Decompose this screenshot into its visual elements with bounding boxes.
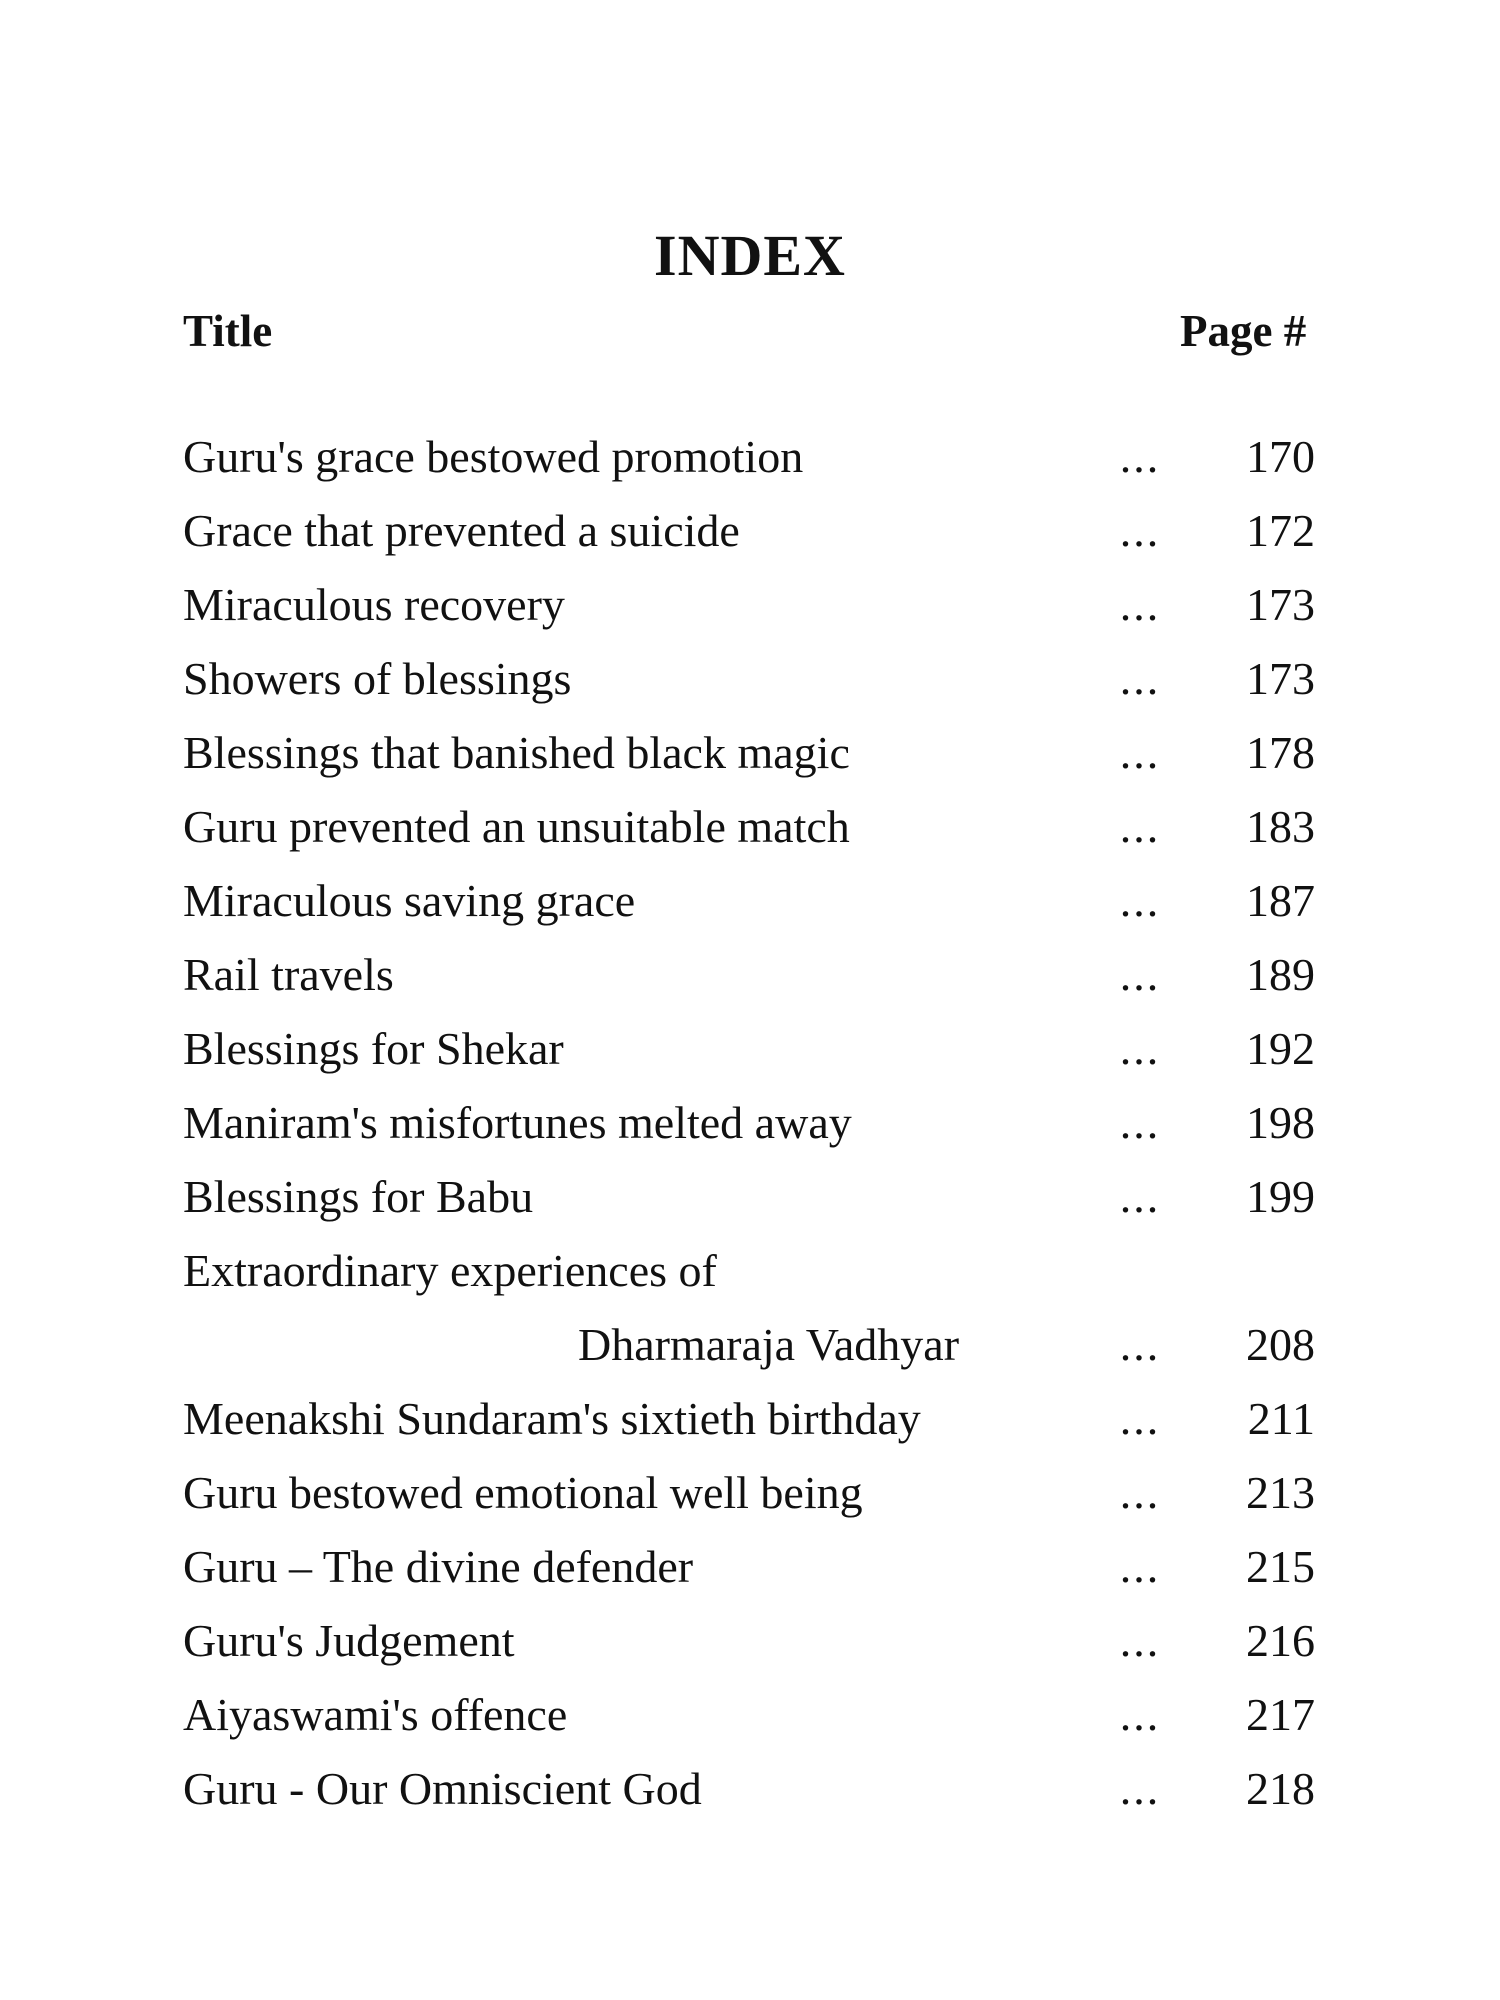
entry-leader: ... bbox=[1119, 1097, 1161, 1148]
entry-leader: ... bbox=[1119, 653, 1161, 704]
entry-leader: ... bbox=[1119, 505, 1161, 556]
index-list bbox=[0, 420, 1500, 1826]
entry-title: Guru - Our Omniscient God bbox=[183, 1763, 702, 1814]
entry-leader: ... bbox=[1119, 1171, 1161, 1222]
index-entry bbox=[0, 1160, 1500, 1234]
entry-title: Miraculous saving grace bbox=[183, 875, 636, 926]
entry-page-number: 211 bbox=[1247, 1393, 1315, 1444]
entry-page-number: 170 bbox=[1246, 431, 1315, 482]
column-header-title: Title bbox=[183, 306, 273, 356]
entry-title: Guru's Judgement bbox=[183, 1615, 515, 1666]
entry-leader: ... bbox=[1119, 1023, 1161, 1074]
entry-title-continuation: Dharmaraja Vadhyar bbox=[578, 1319, 960, 1370]
entry-leader: ... bbox=[1119, 949, 1161, 1000]
index-entry-two-line bbox=[0, 1234, 1500, 1382]
index-entry bbox=[0, 420, 1500, 494]
entry-leader: ... bbox=[1119, 1319, 1161, 1370]
entry-page-number: 187 bbox=[1246, 875, 1315, 926]
index-entry bbox=[0, 1530, 1500, 1604]
entry-title: Rail travels bbox=[183, 949, 394, 1000]
entry-leader: ... bbox=[1119, 431, 1161, 482]
entry-title: Blessings that banished black magic bbox=[183, 727, 850, 778]
index-entry bbox=[0, 1382, 1500, 1456]
entry-title: Guru's grace bestowed promotion bbox=[183, 431, 804, 482]
entry-title: Meenakshi Sundaram's sixtieth birthday bbox=[183, 1393, 921, 1444]
entry-title: Aiyaswami's offence bbox=[183, 1689, 568, 1740]
entry-page-number: 216 bbox=[1246, 1615, 1315, 1666]
entry-title: Miraculous recovery bbox=[183, 579, 565, 630]
index-entry bbox=[0, 864, 1500, 938]
index-entry bbox=[0, 1678, 1500, 1752]
entry-page-number: 218 bbox=[1246, 1763, 1315, 1814]
entry-leader: ... bbox=[1119, 801, 1161, 852]
index-entry bbox=[0, 938, 1500, 1012]
index-entry bbox=[0, 790, 1500, 864]
entry-title: Extraordinary experiences of bbox=[183, 1245, 717, 1296]
index-entry bbox=[0, 1604, 1500, 1678]
entry-leader: ... bbox=[1119, 727, 1161, 778]
index-entry bbox=[0, 1752, 1500, 1826]
entry-leader: ... bbox=[1119, 1615, 1161, 1666]
column-header-page: Page # bbox=[1180, 306, 1307, 356]
entry-page-number: 213 bbox=[1246, 1467, 1315, 1518]
entry-leader: ... bbox=[1119, 875, 1161, 926]
entry-leader: ... bbox=[1119, 1393, 1161, 1444]
index-entry bbox=[0, 642, 1500, 716]
entry-page-number: 189 bbox=[1246, 949, 1315, 1000]
entry-title: Grace that prevented a suicide bbox=[183, 505, 740, 556]
entry-page-number: 172 bbox=[1246, 505, 1315, 556]
entry-title: Showers of blessings bbox=[183, 653, 572, 704]
entry-page-number: 178 bbox=[1246, 727, 1315, 778]
entry-page-number: 173 bbox=[1246, 653, 1315, 704]
entry-title: Guru prevented an unsuitable match bbox=[183, 801, 850, 852]
entry-leader: ... bbox=[1119, 1467, 1161, 1518]
entry-page-number: 198 bbox=[1246, 1097, 1315, 1148]
entry-page-number: 215 bbox=[1246, 1541, 1315, 1592]
index-entry bbox=[0, 568, 1500, 642]
entry-title: Blessings for Babu bbox=[183, 1171, 534, 1222]
entry-page-number: 192 bbox=[1246, 1023, 1315, 1074]
entry-leader: ... bbox=[1119, 579, 1161, 630]
index-heading: INDEX bbox=[654, 223, 846, 288]
entry-leader: ... bbox=[1119, 1763, 1161, 1814]
entry-page-number: 199 bbox=[1246, 1171, 1315, 1222]
entry-leader: ... bbox=[1119, 1689, 1161, 1740]
entry-page-number: 173 bbox=[1246, 579, 1315, 630]
entry-title: Maniram's misfortunes melted away bbox=[183, 1097, 852, 1148]
entry-page-number: 208 bbox=[1246, 1319, 1315, 1370]
index-entry bbox=[0, 716, 1500, 790]
entry-title: Guru – The divine defender bbox=[183, 1541, 694, 1592]
index-entry bbox=[0, 1086, 1500, 1160]
index-entry bbox=[0, 1012, 1500, 1086]
index-entry bbox=[0, 494, 1500, 568]
index-entry bbox=[0, 1456, 1500, 1530]
entry-title: Blessings for Shekar bbox=[183, 1023, 564, 1074]
entry-page-number: 183 bbox=[1246, 801, 1315, 852]
entry-page-number: 217 bbox=[1246, 1689, 1315, 1740]
entry-title: Guru bestowed emotional well being bbox=[183, 1467, 863, 1518]
entry-leader: ... bbox=[1119, 1541, 1161, 1592]
